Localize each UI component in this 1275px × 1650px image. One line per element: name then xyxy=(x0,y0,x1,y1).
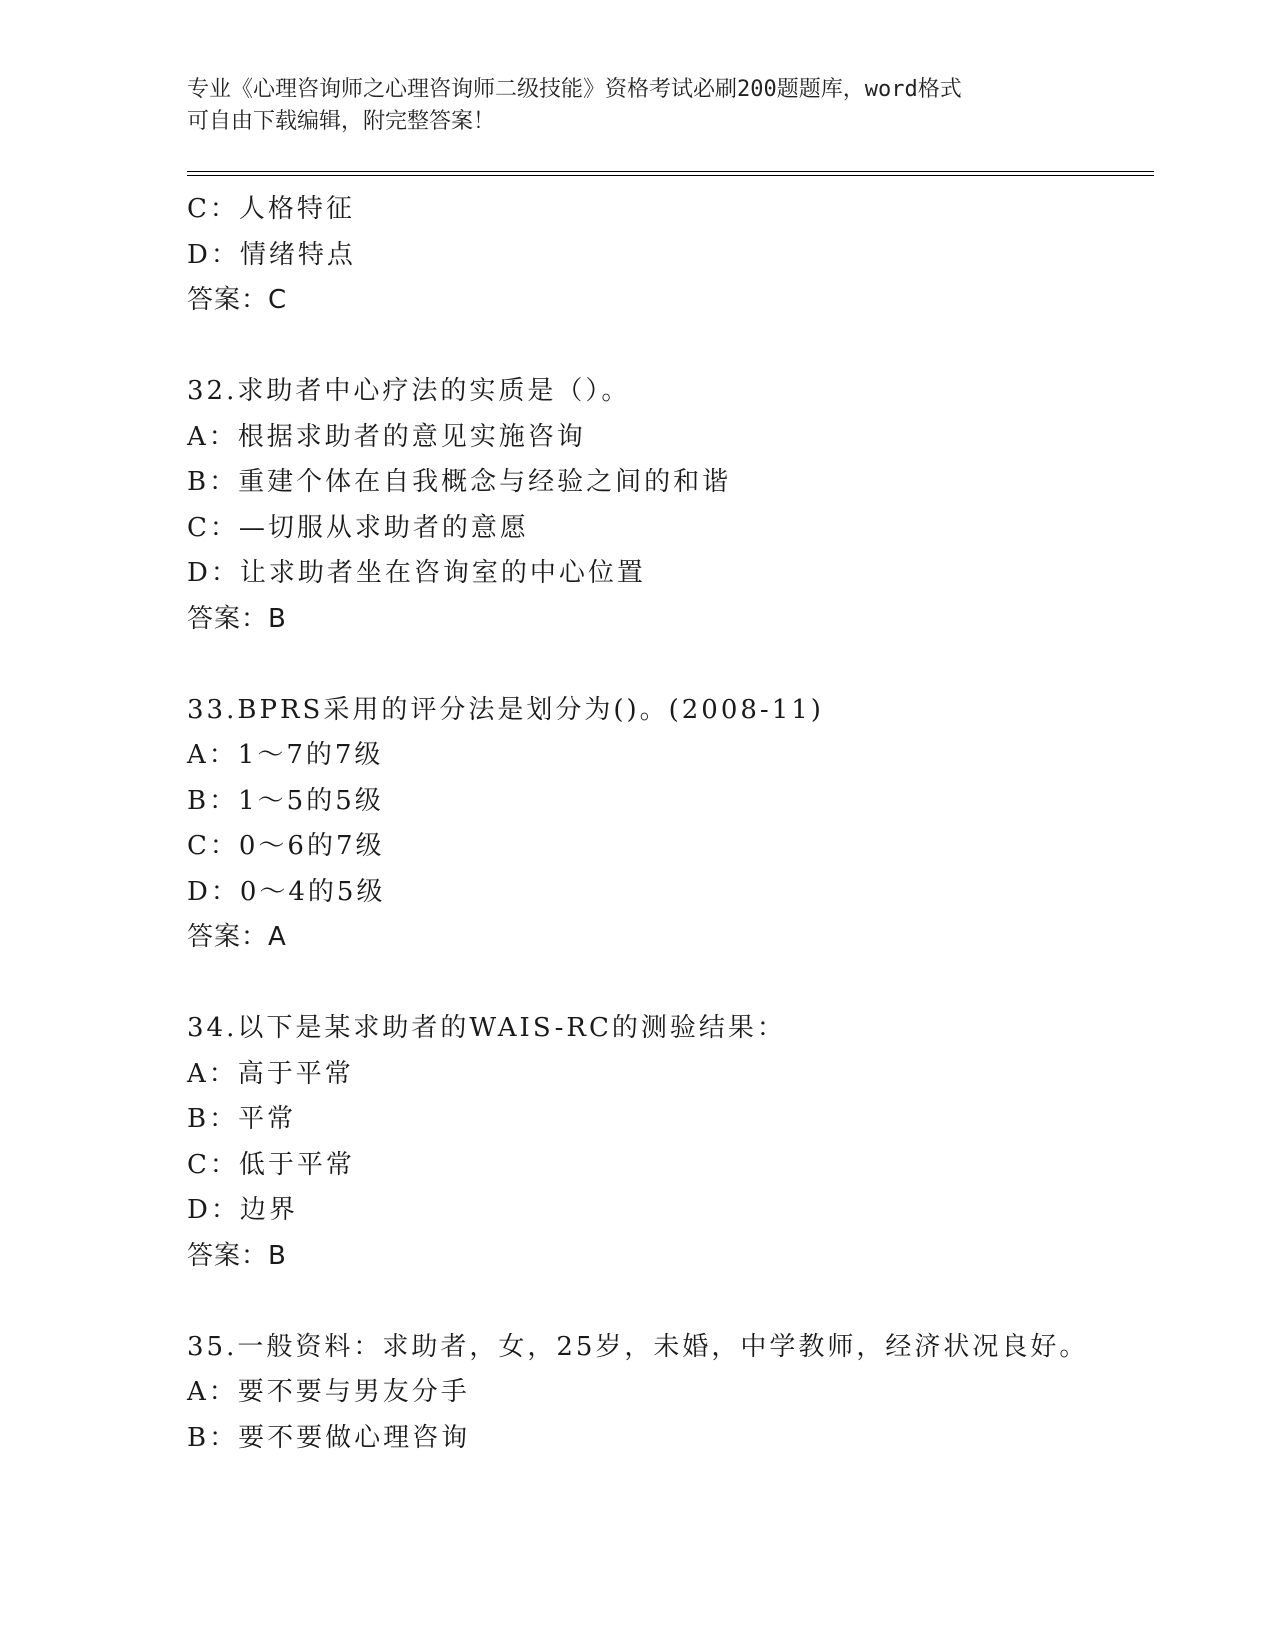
question-text: 34.以下是某求助者的WAIS-RC的测验结果： xyxy=(187,1013,786,1043)
option-c: C：0～6的7级 xyxy=(187,831,385,861)
option-d: D：0～4的5级 xyxy=(187,876,386,907)
document-header xyxy=(187,74,1067,138)
option-c: C：人格特征 xyxy=(187,194,355,224)
option-b: B：1～5的5级 xyxy=(187,785,384,816)
option-b: B：重建个体在自我概念与经验之间的和谐 xyxy=(187,467,732,497)
option-d: D：情绪特点 xyxy=(187,239,356,270)
question-text: 35.一般资料：求助者，女，25岁，未婚，中学教师，经济状况良好。 xyxy=(187,1331,1089,1362)
answer: 答案：B xyxy=(187,603,287,634)
question-block-33 xyxy=(187,688,1147,961)
spacer xyxy=(187,324,1147,370)
option-c: C：—切服从求助者的意愿 xyxy=(187,512,529,543)
option-a: A：根据求助者的意见实施咨询 xyxy=(187,421,586,452)
option-a: A：高于平常 xyxy=(187,1058,354,1089)
answer: 答案：B xyxy=(187,1240,287,1271)
option-a: A：要不要与男友分手 xyxy=(187,1377,470,1407)
header-line-1: 专业《心理咨询师之心理咨询师二级技能》资格考试必刷200题题库，word格式 xyxy=(187,77,962,102)
option-d: D：让求助者坐在咨询室的中心位置 xyxy=(187,558,646,588)
spacer xyxy=(187,961,1147,1007)
option-d: D：边界 xyxy=(187,1195,298,1225)
header-line-2: 可自由下载编辑，附完整答案！ xyxy=(187,109,496,134)
question-text: 32.求助者中心疗法的实质是（）。 xyxy=(187,376,631,406)
answer: 答案：C xyxy=(187,285,288,315)
option-b: B：平常 xyxy=(187,1104,297,1134)
answer: 答案：A xyxy=(187,922,287,952)
question-block-35 xyxy=(187,1325,1147,1462)
question-block-32 xyxy=(187,369,1147,642)
option-b: B：要不要做心理咨询 xyxy=(187,1422,471,1453)
question-block-34 xyxy=(187,1006,1147,1279)
spacer xyxy=(187,1279,1147,1325)
question-text: 33.BPRS采用的评分法是划分为()。(2008-11) xyxy=(187,694,824,725)
option-a: A：1～7的7级 xyxy=(187,740,384,770)
header-rule-bottom xyxy=(187,175,1154,176)
question-block-31 xyxy=(187,187,1147,324)
option-c: C：低于平常 xyxy=(187,1149,355,1180)
question-list xyxy=(187,187,1147,1461)
header-rule-top xyxy=(187,171,1154,172)
spacer xyxy=(187,642,1147,688)
